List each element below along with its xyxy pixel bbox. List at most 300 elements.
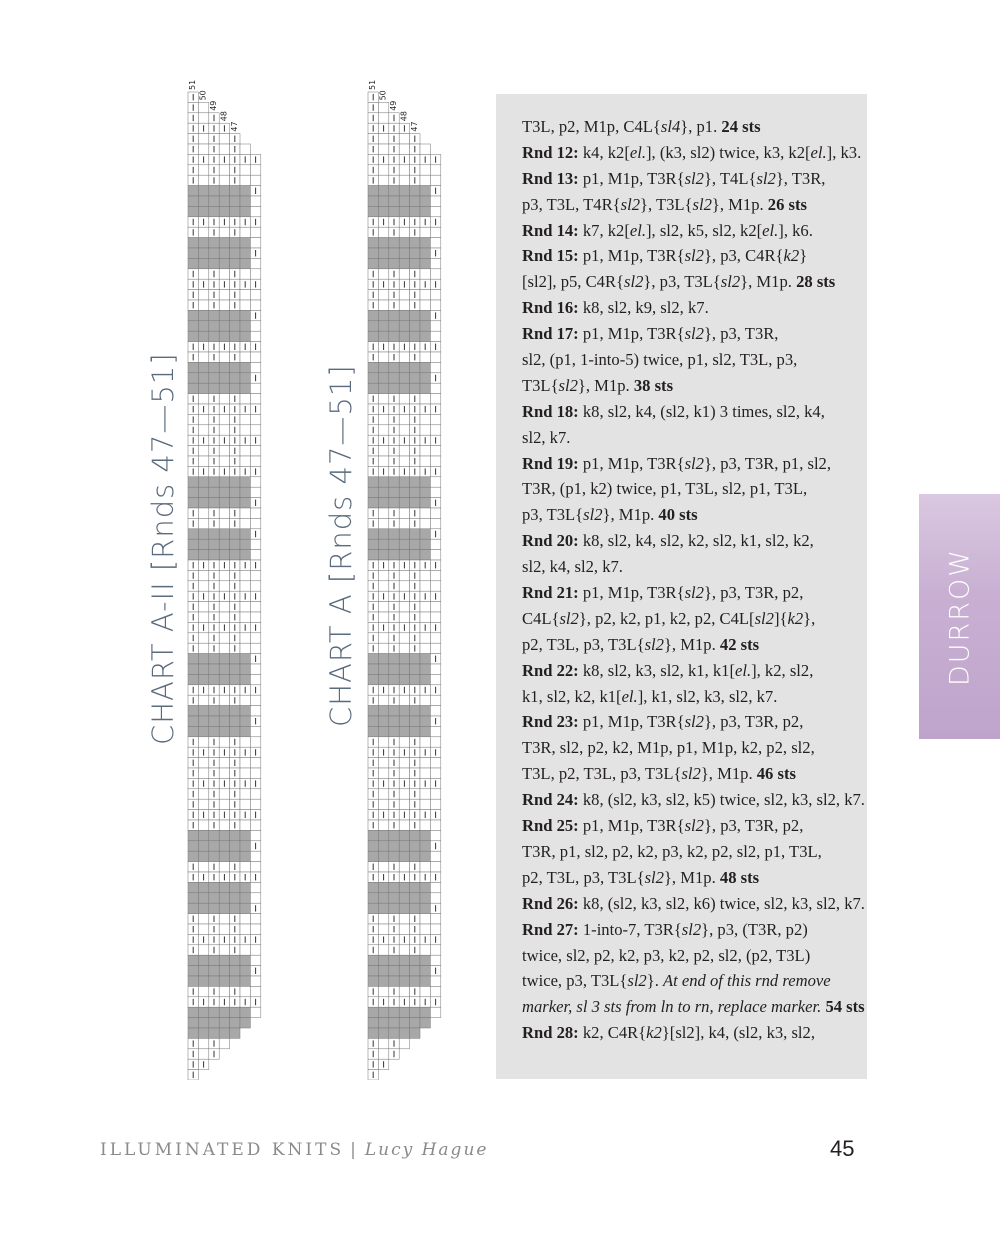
chart-cell	[230, 654, 240, 664]
chart-cell	[420, 612, 430, 622]
chart-cell	[368, 674, 378, 684]
chart-cell	[188, 310, 198, 320]
chart-cell	[430, 165, 440, 175]
instruction-line	[522, 347, 862, 373]
chart-cell	[240, 508, 250, 518]
chart-cell	[399, 352, 409, 362]
chart-cell	[240, 789, 250, 799]
chart-cell	[399, 321, 409, 331]
chart-cell	[420, 841, 430, 851]
instruction-line	[522, 709, 862, 735]
chart-cell	[219, 581, 229, 591]
chart-cell	[250, 581, 260, 591]
chart-cell	[250, 893, 260, 903]
chart-cell	[250, 976, 260, 986]
chart-cell	[399, 269, 409, 279]
instruction-italic: sl2	[684, 712, 704, 732]
chart-cell	[209, 383, 219, 393]
chart-cell	[399, 227, 409, 237]
chart-cell	[198, 238, 208, 248]
chart-cell	[389, 206, 399, 216]
chart-cell	[378, 550, 388, 560]
chart-cell	[368, 498, 378, 508]
chart-cell	[399, 716, 409, 726]
instruction-line	[522, 476, 862, 502]
chart-cell	[378, 841, 388, 851]
instruction-italic: sl2	[681, 764, 701, 784]
chart-cell	[399, 893, 409, 903]
instruction-segment: k2, C4R{	[578, 1023, 647, 1043]
chart-cell	[240, 394, 250, 404]
chart-cell	[399, 820, 409, 830]
chart-cell	[219, 238, 229, 248]
chart-cell	[378, 1049, 388, 1059]
chart-cell	[198, 300, 208, 310]
chart-cell	[420, 893, 430, 903]
chart-cell	[188, 654, 198, 664]
chart-cell	[378, 300, 388, 310]
chart-cell	[240, 518, 250, 528]
chart-cell	[378, 768, 388, 778]
chart-cell	[198, 674, 208, 684]
chart-cell	[420, 955, 430, 965]
instruction-segment: ]{	[773, 608, 788, 628]
chart-cell	[378, 425, 388, 435]
instruction-bold: Rnd 15:	[522, 246, 579, 266]
chart-cell	[250, 945, 260, 955]
chart-cell	[188, 706, 198, 716]
chart-cell	[420, 737, 430, 747]
chart-cell	[198, 882, 208, 892]
chart-cell	[240, 976, 250, 986]
chart-cell	[410, 882, 420, 892]
chart-cell	[420, 300, 430, 310]
chart-cell	[219, 841, 229, 851]
chart-cell	[378, 789, 388, 799]
chart-cell	[188, 893, 198, 903]
chart-cell	[420, 882, 430, 892]
chart-cell	[368, 830, 378, 840]
chart-cell	[389, 841, 399, 851]
chart-cell	[219, 165, 229, 175]
instruction-italic: sl2	[684, 324, 704, 344]
chart-cell	[188, 851, 198, 861]
chart-cell	[198, 924, 208, 934]
chart-cell	[198, 966, 208, 976]
chart-cell	[420, 321, 430, 331]
chart-cell	[250, 820, 260, 830]
chart-cell	[368, 882, 378, 892]
chart-cell	[399, 175, 409, 185]
chart-cell	[188, 1028, 198, 1038]
chart-cell	[368, 310, 378, 320]
chart-cell	[209, 706, 219, 716]
chart-cell	[420, 186, 430, 196]
chart-cell	[240, 830, 250, 840]
chart-cell	[240, 477, 250, 487]
chart-cell	[378, 1018, 388, 1028]
chart-cell	[430, 955, 440, 965]
chart-cell	[378, 352, 388, 362]
chart-cell	[420, 290, 430, 300]
chart-cell	[410, 258, 420, 268]
chart-cell	[250, 518, 260, 528]
instruction-bold: 48 sts	[719, 867, 760, 887]
chart-cell	[219, 602, 229, 612]
chart-row-label: 51	[188, 80, 198, 90]
chart-cell	[240, 352, 250, 362]
chart-cell	[198, 446, 208, 456]
chart-cell	[368, 238, 378, 248]
chart-cell	[209, 1018, 219, 1028]
instruction-bold: 24 sts	[721, 117, 761, 136]
chart-cell	[430, 893, 440, 903]
chart-cell	[420, 924, 430, 934]
chart-cell	[410, 248, 420, 258]
chart-cell	[410, 830, 420, 840]
chart-cell	[420, 986, 430, 996]
chart-cell	[198, 144, 208, 154]
instruction-line	[522, 451, 862, 477]
chart-cell	[198, 362, 208, 372]
chart-cell	[219, 633, 229, 643]
chart-cell	[219, 394, 229, 404]
chart-cell	[399, 654, 409, 664]
chart-cell	[420, 1018, 430, 1028]
chart-cell	[368, 955, 378, 965]
chart-cell	[430, 238, 440, 248]
chart-cell	[378, 518, 388, 528]
chart-cell	[209, 196, 219, 206]
instruction-italic: sl2	[684, 168, 704, 188]
chart-cell	[410, 1007, 420, 1017]
chart-cell	[378, 196, 388, 206]
chart-cell	[219, 716, 229, 726]
chart-cell	[219, 924, 229, 934]
chart-cell	[198, 945, 208, 955]
instruction-segment: twice, p3, T3L{	[522, 971, 628, 991]
chart-cell	[198, 383, 208, 393]
chart-cell	[420, 310, 430, 320]
instruction-italic: sl2	[624, 272, 644, 292]
chart-cell	[389, 310, 399, 320]
chart-cell	[378, 716, 388, 726]
instruction-segment: k8, (sl2, k3, sl2, k5) twice, sl2, k3, sl2, k7.	[578, 790, 865, 810]
chart-cell	[420, 144, 430, 154]
chart-cell	[250, 539, 260, 549]
chart-cell	[410, 966, 420, 976]
chart-cell	[240, 602, 250, 612]
chart-cell	[219, 570, 229, 580]
chart-cell	[399, 799, 409, 809]
chart-cell	[219, 737, 229, 747]
chart-cell	[430, 383, 440, 393]
chart-cell	[188, 674, 198, 684]
chart-cell	[219, 258, 229, 268]
chart-cell	[368, 529, 378, 539]
chart-cell	[410, 716, 420, 726]
chart-cell	[240, 799, 250, 809]
chart-cell	[198, 113, 208, 123]
chart-cell	[399, 331, 409, 341]
chart-cell	[378, 914, 388, 924]
instruction-italic: el.	[810, 142, 827, 162]
chart-cell	[399, 362, 409, 372]
chart-cell	[219, 758, 229, 768]
instruction-segment: }, T3L{	[640, 194, 693, 214]
chart-cell	[209, 893, 219, 903]
chart-cell	[378, 893, 388, 903]
instruction-segment: p2, T3L, p3, T3L{	[522, 867, 645, 887]
chart-cell	[209, 654, 219, 664]
chart-cell	[250, 238, 260, 248]
instruction-italic: sl2	[684, 583, 704, 603]
chart-cell	[198, 758, 208, 768]
chart-cell	[430, 612, 440, 622]
chart-cell	[240, 487, 250, 497]
instruction-line	[522, 502, 862, 528]
chart-cell	[240, 1018, 250, 1028]
chart-cell	[209, 321, 219, 331]
instruction-segment: ], k3.	[826, 142, 862, 162]
instruction-italic: sl2	[684, 453, 704, 473]
chart-cell	[250, 394, 260, 404]
chart-cell	[250, 695, 260, 705]
chart-cell	[430, 602, 440, 612]
chart-cell	[420, 674, 430, 684]
chart-cell	[240, 206, 250, 216]
chart-cell	[420, 862, 430, 872]
chart-cell	[240, 643, 250, 653]
chart-cell	[240, 258, 250, 268]
instruction-bold: 54 sts	[825, 997, 865, 1017]
chart-cell	[240, 498, 250, 508]
chart-cell	[430, 726, 440, 736]
chart-cell	[378, 331, 388, 341]
chart-cell	[219, 664, 229, 674]
instruction-line	[522, 658, 862, 684]
chart-cell	[198, 602, 208, 612]
instruction-line	[522, 787, 865, 813]
instruction-line	[522, 839, 862, 865]
chart-cell	[198, 518, 208, 528]
chart-cell	[430, 945, 440, 955]
chart-cell	[219, 882, 229, 892]
chart-cell	[420, 352, 430, 362]
chart-cell	[209, 258, 219, 268]
chart-cell	[188, 373, 198, 383]
chart-cell	[219, 331, 229, 341]
instruction-segment: k1, sl2, k2, k1[	[522, 686, 622, 706]
section-tab[interactable]	[919, 494, 1000, 739]
chart-row-label: 49	[389, 100, 398, 111]
chart-cell	[399, 477, 409, 487]
chart-cell	[188, 498, 198, 508]
chart-cell	[250, 737, 260, 747]
chart-cell	[368, 539, 378, 549]
chart-cell	[389, 654, 399, 664]
chart-cell	[399, 955, 409, 965]
chart-cell	[219, 175, 229, 185]
chart-row-label: 49	[209, 100, 218, 111]
instruction-line	[522, 606, 862, 632]
instruction-italic: k2	[783, 246, 800, 266]
instruction-segment: }, p3, C4R{	[703, 246, 784, 266]
chart-cell	[230, 903, 240, 913]
chart-cell	[250, 633, 260, 643]
chart-cell	[399, 882, 409, 892]
chart-cell	[198, 862, 208, 872]
chart-cell	[198, 352, 208, 362]
chart-cell	[410, 664, 420, 674]
chart-cell	[420, 477, 430, 487]
instruction-line	[522, 399, 862, 425]
chart-cell	[420, 789, 430, 799]
chart-cell	[430, 643, 440, 653]
instruction-segment: }, M1p.	[740, 272, 797, 292]
instruction-italic: sl2	[720, 272, 741, 292]
instruction-segment: [sl2], p5, C4R{	[522, 272, 625, 292]
chart-cell	[230, 321, 240, 331]
chart-cell	[188, 196, 198, 206]
chart-cell	[250, 882, 260, 892]
chart-cell	[389, 321, 399, 331]
instruction-line	[522, 865, 862, 891]
chart-cell	[378, 955, 388, 965]
chart-cell	[430, 914, 440, 924]
chart-cell	[250, 165, 260, 175]
chart-cell	[250, 290, 260, 300]
chart-cell	[410, 539, 420, 549]
chart-cell	[420, 820, 430, 830]
chart-cell	[198, 456, 208, 466]
chart-cell	[198, 726, 208, 736]
chart-row-label: 48	[219, 111, 229, 122]
chart-cell	[420, 716, 430, 726]
chart-cell	[420, 695, 430, 705]
instruction-line	[522, 295, 862, 321]
chart-cell	[230, 331, 240, 341]
instruction-bold: Rnd 24:	[522, 790, 579, 810]
chart-cell	[389, 851, 399, 861]
chart-cell	[430, 456, 440, 466]
chart-cell	[399, 737, 409, 747]
chart-cell	[420, 165, 430, 175]
chart-cell	[219, 986, 229, 996]
instruction-segment: p1, M1p, T3R{	[578, 168, 685, 188]
chart-cell	[240, 310, 250, 320]
chart-cell	[188, 383, 198, 393]
chart-cell	[399, 914, 409, 924]
chart-cell	[399, 768, 409, 778]
chart-cell	[368, 1028, 378, 1038]
chart-cell	[378, 414, 388, 424]
instruction-italic: el.	[629, 142, 647, 162]
chart-cell	[188, 664, 198, 674]
chart-cell	[188, 550, 198, 560]
chart-cell	[198, 196, 208, 206]
chart-cell	[368, 477, 378, 487]
chart-cell	[188, 248, 198, 258]
chart-cell	[389, 383, 399, 393]
chart-cell	[430, 321, 440, 331]
chart-cell	[219, 862, 229, 872]
instruction-segment: sl2, k4, sl2, k7.	[522, 557, 623, 577]
chart-cell	[389, 966, 399, 976]
instruction-line	[522, 528, 862, 554]
chart-cell	[410, 841, 420, 851]
chart-cell	[368, 1018, 378, 1028]
chart-cell	[198, 830, 208, 840]
chart-cell	[219, 373, 229, 383]
chart-cell	[399, 841, 409, 851]
chart-cell	[198, 986, 208, 996]
chart-cell	[198, 789, 208, 799]
chart-cell	[250, 612, 260, 622]
instruction-segment: p1, M1p, T3R{	[578, 816, 685, 836]
chart-cell	[250, 758, 260, 768]
chart-cell	[399, 508, 409, 518]
chart-cell	[420, 425, 430, 435]
chart-cell	[378, 581, 388, 591]
chart-cell	[399, 144, 409, 154]
chart-cell	[230, 196, 240, 206]
chart-cell	[430, 706, 440, 716]
chart-cell	[410, 321, 420, 331]
instruction-line	[522, 243, 862, 269]
chart-cell	[378, 924, 388, 934]
instruction-segment: }, p3, T3R, p2,	[703, 583, 804, 603]
chart-cell	[209, 716, 219, 726]
instruction-italic: sl2	[644, 867, 664, 887]
chart-cell	[420, 446, 430, 456]
chart-cell	[230, 976, 240, 986]
chart-a-grid	[310, 80, 450, 1080]
instruction-italic: sl2	[684, 246, 704, 266]
instruction-bold: 42 sts	[719, 634, 760, 654]
instruction-line	[522, 813, 862, 839]
chart-cell	[430, 820, 440, 830]
chart-cell	[389, 487, 399, 497]
chart-cell	[219, 914, 229, 924]
chart-cell	[378, 134, 388, 144]
chart-cell	[240, 706, 250, 716]
chart-cell	[410, 529, 420, 539]
chart-cell	[399, 414, 409, 424]
chart-cell	[250, 331, 260, 341]
chart-cell	[399, 1038, 409, 1048]
chart-cell	[378, 383, 388, 393]
chart-cell	[198, 841, 208, 851]
instruction-bold: Rnd 16:	[522, 298, 579, 318]
instruction-segment: }, M1p.	[663, 634, 720, 654]
chart-cell	[410, 373, 420, 383]
chart-cell	[250, 643, 260, 653]
chart-cell	[399, 695, 409, 705]
chart-cell	[198, 175, 208, 185]
chart-cell	[399, 862, 409, 872]
chart-cell	[198, 955, 208, 965]
instruction-line	[522, 891, 865, 917]
chart-cell	[219, 508, 229, 518]
chart-cell	[378, 373, 388, 383]
chart-cell	[209, 186, 219, 196]
instruction-segment: }, M1p.	[663, 867, 720, 887]
chart-cell	[378, 362, 388, 372]
chart-cell	[399, 1007, 409, 1017]
chart-cell	[389, 1028, 399, 1038]
chart-cell	[378, 498, 388, 508]
